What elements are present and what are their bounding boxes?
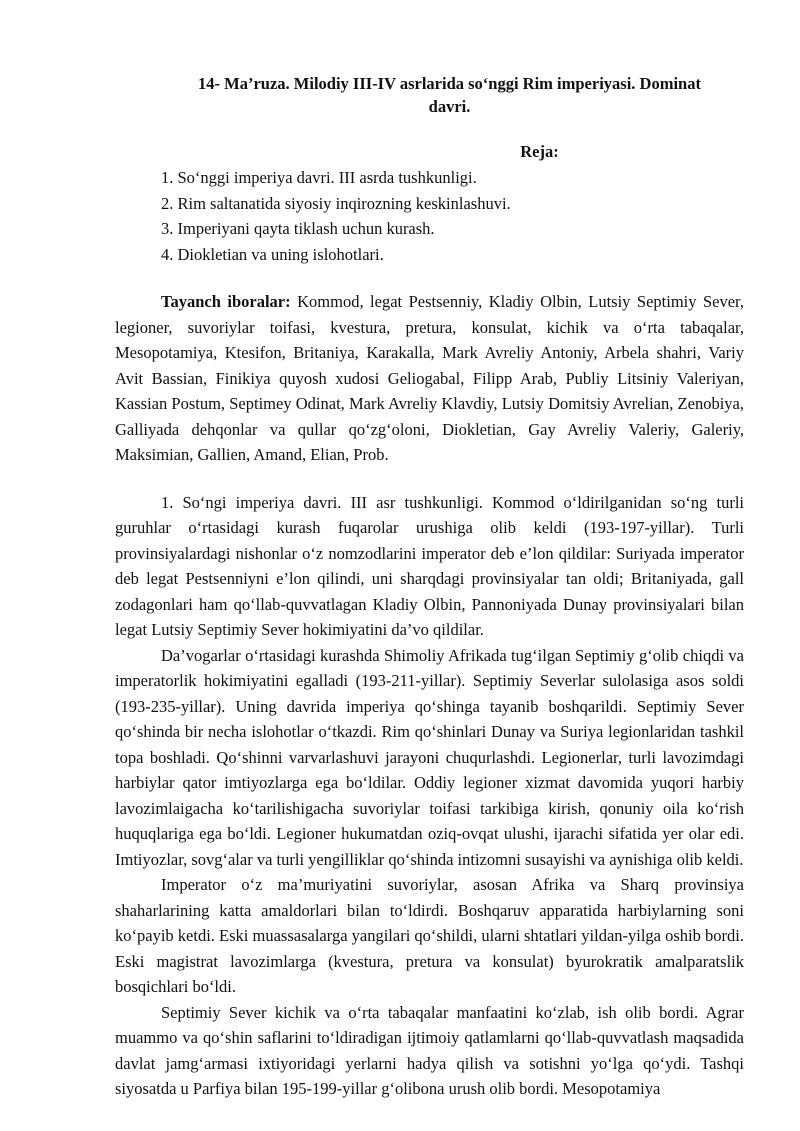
body-paragraph: 1. So‘ngi imperiya davri. III asr tushkunligi. Kommod o‘ldirilganidan so‘ng turli guruhlar o‘rtasidagi kurash fuqarolar urushiga olib keldi (193-197-yillar). Turli provinsiyalardagi nishonlar o‘z nomzodlarini imperator deb e’lon qildilar: Suriyada imperator deb legat Pestsenniyni e’lon qilindi, uni sharqdagi provinsiyalar tan oldi; Britaniyada, gall zodagonlari ham qo‘llab-quvvatlagan Kladiy Olbin, Pannoniyada Dunay provinsiyalari bilan legat Lutsiy Septimiy Sever hokimiyatini da’vo qildilar. (115, 492, 744, 639)
plan-list (115, 165, 744, 267)
plan-item: 2. Rim saltanatida siyosiy inqirozning keskinlashuvi. (161, 193, 511, 213)
lecture-title-line-1: 14- Ma’ruza. Milodiy III-IV asrlarida so‘nggi Rim imperiyasi. Dominat (198, 74, 701, 93)
plan-item: 3. Imperiyani qayta tiklash uchun kurash. (161, 219, 435, 238)
lecture-title-line-2: davri. (428, 97, 471, 116)
body-paragraph: Septimiy Sever kichik va o‘rta tabaqalar manfaatini ko‘zlab, ish olib bordi. Agrar muammo va qo‘shin saflarini to‘ldiradigan ijtimoiy qatlamlarni qo‘llab-quvvatlash maqsadida davlat jamg‘armasi ixtiyoridagi yerlarni hadya qilish va sotishni yo‘lga qo‘ydi. Tashqi siyosatda u Parfiya bilan 195-199-yillar g‘olibona urush olib bordi. Mesopotamiya (115, 1002, 744, 1098)
plan-item: 4. Diokletian va uning islohotlari. (161, 244, 384, 264)
keywords-paragraph (115, 289, 744, 468)
plan-heading: Reja: (520, 142, 559, 161)
body-paragraph: Da’vogarlar o‘rtasidagi kurashda Shimoliy Afrikada tug‘ilgan Septimiy g‘olib chiqdi va imperatorlik hokimiyatini egalladi (193-211-yillar). Septimiy Severlar sulolasiga asos soldi (193-235-yillar). Uning davrida imperiya qo‘shinga tayanib boshqarildi. Septimiy Sever qo‘shinda bir necha islohotlar o‘tkazdi. Rim qo‘shinlari Dunay va Suriya legionlaridan tashkil topa boshladi. Qo‘shinni varvarlashuvi jarayoni chuqurlashdi. Legionerlar, turli lavozimdagi harbiylar qator imtiyozlarga ega bo‘ldilar. Oddiy legioner xizmat davomida yuqori harbiy lavozimlaigacha ko‘tarilishigacha suvoriylar toifasi tarkibiga kirish, qonuniy oila ko‘rish huquqlariga ega bo‘ldi. Legioner hukumatdan oziq-ovqat ulushi, ijarachi sifatida yer olar edi. Imtiyozlar, sovg‘alar va turli yengilliklar qo‘shinda intizomni susayishi va aynishiga olib keldi. (115, 645, 744, 869)
keywords-label: Tayanch iboralar: (161, 292, 291, 311)
plan-item: 1. So‘nggi imperiya davri. III asrda tushkunligi. (161, 168, 477, 187)
body-paragraph: Imperator o‘z ma’muriyatini suvoriylar, asosan Afrika va Sharq provinsiya shaharlarining katta amaldorlari bilan to‘ldirdi. Boshqaruv apparatida harbiylarning soni ko‘payib ketdi. Eski muassasalarga yangilari qo‘shildi, ularni shtatlari yildan-yilga oshib bordi. Eski magistrat lavozimlarga (kvestura, pretura va konsulat) byurokratik amalparatslik bosqichlari bo‘ldi. (115, 875, 744, 996)
lecture-title (185, 72, 744, 118)
keywords-text: Kommod, legat Pestsenniy, Kladiy Olbin, Lutsiy Septimiy Sever, legioner, suvoriylar toifasi, kvestura, pretura, konsulat, kichik va o‘rta tabaqalar, Mesopotamiya, Ktesifon, Britaniya, Karakalla, Mark Avreliy Antoniy, Arbela shahri, Variy Avit Bassian, Finikiya quyosh xudosi Geliogabal, Filipp Arab, Publiy Litsiniy Valeriyan, Kassian Postum, Septimey Odinat, Mark Avreliy Klavdiy, Lutsiy Domitsiy Avrelian, Zenobiya, Galliyada dehqonlar va qullar qo‘zg‘oloni, Diokletian, Gay Avreliy Valeriy, Galeriy, Maksimian, Gallien, Amand, Elian, Prob. (115, 292, 744, 464)
